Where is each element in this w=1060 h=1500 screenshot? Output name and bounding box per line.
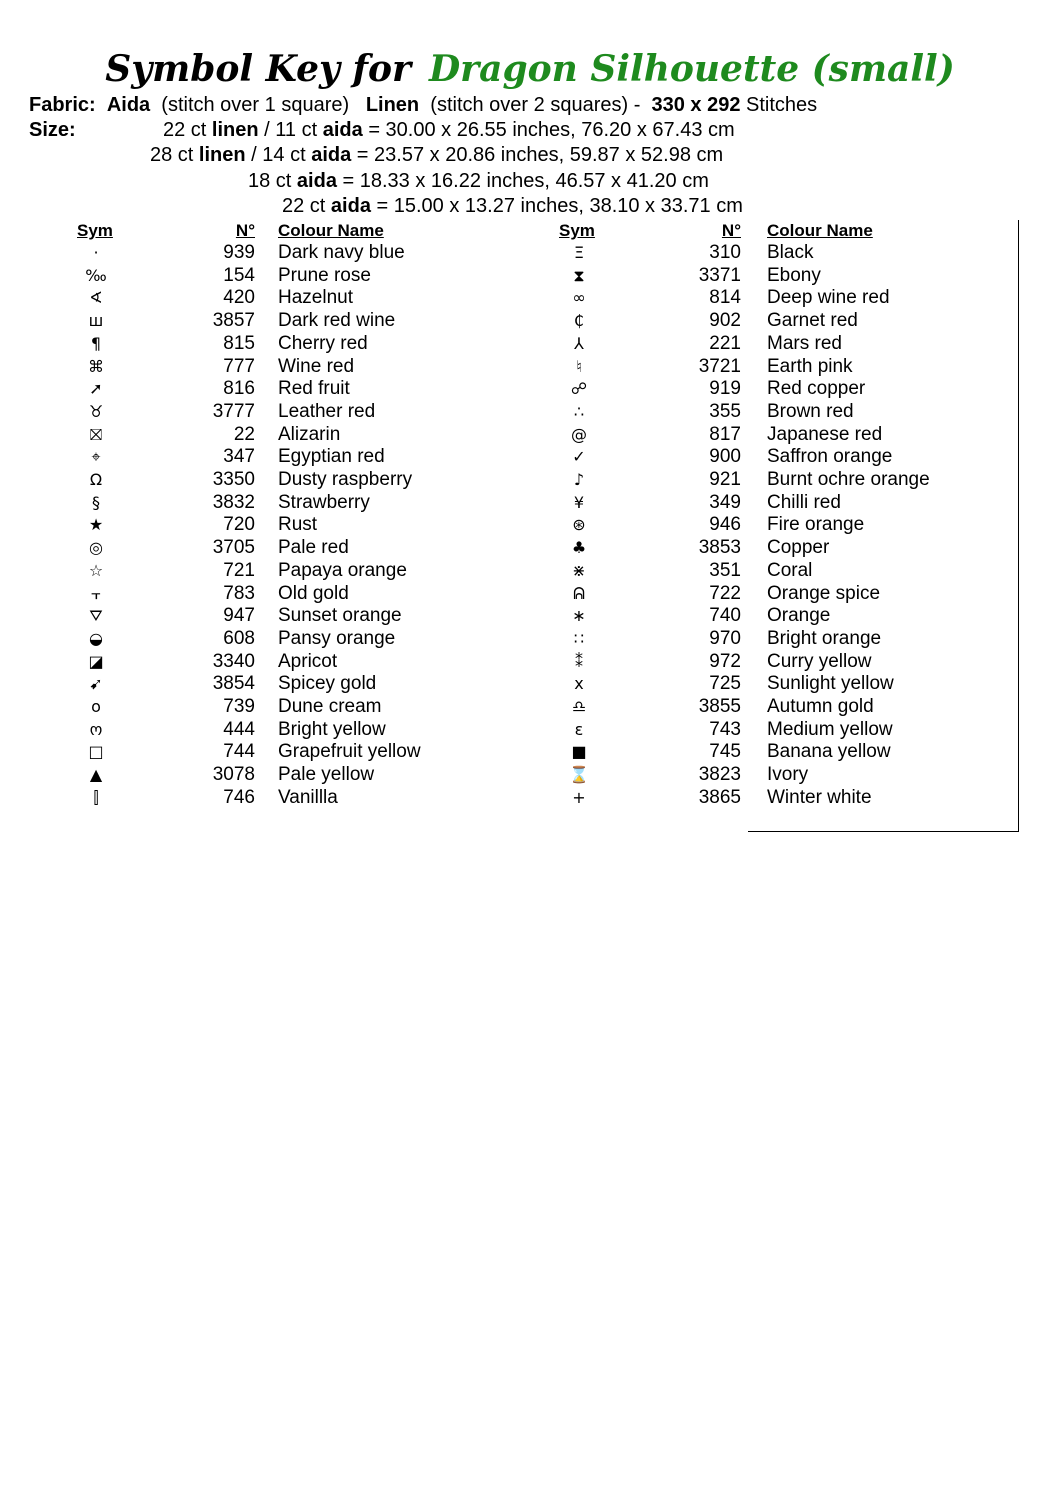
stitch-symbol-icon: ☍	[570, 379, 588, 399]
page-title	[0, 44, 1060, 94]
left-header-sym: Sym	[77, 221, 113, 240]
fabric-aida-note: (stitch over 1 square)	[161, 94, 350, 116]
stitch-symbol-icon: Ω	[89, 470, 103, 489]
colour-name: Pale red	[278, 537, 349, 559]
stitch-word: Stitches	[746, 94, 818, 116]
colour-name: Pale yellow	[278, 764, 375, 786]
stitch-symbol-icon: ◪	[88, 651, 104, 671]
floss-number: 3865	[698, 786, 741, 808]
stitch-symbol-icon: ◒	[89, 628, 103, 648]
stitch-symbol-icon: ⌛	[569, 765, 589, 785]
stitch-symbol-icon: ⅄	[574, 333, 584, 353]
floss-number: 814	[709, 287, 741, 309]
floss-number: 3350	[212, 469, 255, 490]
stitch-symbol-icon: ᕱ	[573, 583, 585, 603]
left-header-num: N°	[235, 221, 255, 240]
stitch-symbol-icon: x	[574, 674, 584, 694]
right-header-num: N°	[721, 221, 741, 240]
size-row-4-aida: aida	[330, 195, 371, 217]
size-row-3-count: 18 ct	[248, 170, 292, 192]
stitch-symbol-icon: ★	[88, 515, 104, 535]
colour-name: Earth pink	[767, 355, 853, 377]
floss-number: 745	[709, 741, 741, 763]
floss-number: 783	[223, 582, 255, 604]
right-header-name: Colour Name	[767, 221, 873, 240]
colour-name: Bright yellow	[278, 718, 386, 740]
stitch-symbol-icon: ■	[571, 742, 587, 762]
floss-number: 817	[709, 423, 741, 445]
colour-name: Mars red	[767, 332, 842, 354]
floss-number: 3340	[212, 650, 255, 672]
fabric-linen-note: (stitch over 2 squares) -	[430, 94, 641, 116]
right-header-sym: Sym	[559, 221, 595, 240]
stitch-symbol-icon: ⁑	[575, 651, 583, 671]
stitch-symbol-icon: ⌘	[88, 356, 104, 376]
stitch-symbol-icon: ¶	[90, 333, 102, 353]
stitch-symbol-icon: ∢	[89, 288, 103, 308]
colour-name: Wine red	[278, 355, 355, 377]
colour-name: Medium yellow	[767, 718, 893, 740]
stitch-symbol-icon: ɛ	[574, 719, 584, 739]
size-row-2-count: 28 ct	[150, 144, 194, 166]
stitch-symbol-icon: ⧗	[573, 265, 585, 285]
floss-number: 351	[709, 559, 741, 581]
stitch-symbol-icon: ⊛	[572, 515, 586, 535]
floss-number: 3371	[698, 264, 741, 286]
floss-number: 310	[709, 242, 741, 263]
colour-name: Curry yellow	[767, 650, 872, 672]
floss-number: 900	[709, 446, 741, 468]
colour-name: Hazelnut	[278, 287, 353, 309]
colour-name: Sunlight yellow	[767, 673, 894, 695]
right-border-line	[1018, 220, 1019, 832]
floss-number: 777	[223, 355, 255, 377]
colour-name: Brown red	[767, 400, 854, 422]
floss-number: 420	[223, 287, 255, 309]
stitch-symbol-icon: ♎	[571, 697, 587, 716]
colour-name: Japanese red	[767, 423, 883, 445]
colour-name: Apricot	[278, 650, 338, 672]
floss-number: 815	[223, 332, 255, 354]
colour-name: Banana yellow	[767, 741, 891, 763]
colour-name: Grapefruit yellow	[278, 741, 421, 763]
size-row-2-count2: / 14 ct	[251, 144, 306, 166]
bottom-border-line	[748, 831, 1019, 832]
floss-number: 972	[709, 650, 741, 672]
size-row-4-count: 22 ct	[282, 195, 326, 217]
stitch-symbol-icon: ·	[93, 243, 99, 262]
colour-name: Egyptian red	[278, 446, 385, 468]
colour-name: Dark red wine	[278, 310, 396, 332]
size-row-2-linen: linen	[198, 144, 246, 166]
stitch-symbol-icon: o	[91, 697, 101, 716]
colour-name: Garnet red	[767, 310, 858, 332]
stitch-symbol-icon: ‰	[85, 265, 107, 285]
colour-name: Dune cream	[278, 696, 382, 717]
colour-name: Prune rose	[278, 264, 371, 286]
colour-name: Pansy orange	[278, 627, 396, 649]
colour-name: Chilli red	[767, 491, 841, 513]
floss-number: 921	[709, 469, 741, 490]
colour-name: Deep wine red	[767, 287, 890, 309]
fabric-line	[29, 93, 817, 117]
floss-number: 349	[709, 491, 741, 513]
floss-number: 3777	[212, 400, 255, 422]
floss-number: 355	[709, 400, 741, 422]
fabric-label: Fabric:	[29, 94, 96, 116]
size-row-3-aida: aida	[296, 170, 337, 192]
colour-name: Dusty raspberry	[278, 469, 413, 490]
stitch-symbol-icon: ⫿	[93, 787, 99, 807]
floss-number: 722	[709, 582, 741, 604]
floss-number: 725	[709, 673, 741, 695]
colour-name: Red copper	[767, 378, 866, 400]
colour-name: Bright orange	[767, 627, 882, 649]
stitch-symbol-icon: ▲	[89, 765, 103, 785]
size-row-1-linen: linen	[211, 119, 259, 141]
colour-name: Vanillla	[278, 786, 338, 808]
floss-number: 3078	[212, 764, 255, 786]
stitch-symbol-icon: ∴	[573, 401, 585, 421]
colour-name: Burnt ochre orange	[767, 469, 930, 490]
stitch-symbol-icon: ➹	[89, 674, 103, 694]
floss-number: 746	[223, 786, 255, 808]
colour-name: Spicey gold	[278, 673, 377, 695]
floss-number: 816	[223, 378, 255, 400]
stitch-symbol-icon: @	[571, 424, 587, 444]
stitch-symbol-icon: ⫟	[91, 583, 101, 603]
left-header-name: Colour Name	[278, 221, 384, 240]
stitch-count: 330 x 292	[651, 94, 741, 116]
floss-number: 3721	[698, 355, 741, 377]
size-row-2-aida: aida	[311, 144, 352, 166]
floss-number: 720	[223, 514, 255, 536]
colour-name: Ebony	[767, 264, 821, 286]
floss-number: 154	[223, 264, 255, 286]
floss-number: 3854	[212, 673, 255, 695]
size-row-1-count: 22 ct	[163, 119, 207, 141]
stitch-symbol-icon: §	[92, 492, 100, 512]
colour-name: Black	[767, 242, 814, 263]
floss-number: 221	[709, 332, 741, 354]
stitch-symbol-icon: Ξ	[573, 243, 585, 262]
floss-number: 3823	[698, 764, 741, 786]
colour-name: Leather red	[278, 400, 376, 422]
floss-number: 3853	[698, 537, 741, 559]
floss-number: 721	[223, 559, 255, 581]
colour-name: Alizarin	[278, 423, 341, 445]
colour-name: Orange	[767, 605, 831, 627]
size-row-2	[150, 143, 723, 167]
stitch-symbol-icon: ♮	[576, 356, 582, 376]
colour-name: Coral	[767, 559, 813, 581]
floss-number: 3832	[212, 491, 255, 513]
size-row-4-dims: = 15.00 x 13.27 inches, 38.10 x 33.71 cm	[376, 195, 743, 217]
stitch-symbol-icon: +	[572, 787, 586, 807]
floss-number: 608	[223, 627, 255, 649]
colour-name: Old gold	[278, 582, 349, 604]
floss-number: 739	[223, 696, 255, 717]
floss-number: 919	[709, 378, 741, 400]
title-prefix: Symbol Key for	[105, 48, 411, 90]
colour-name: Ivory	[767, 764, 809, 786]
stitch-symbol-icon: ⛛	[89, 606, 103, 626]
colour-name: Orange spice	[767, 582, 881, 604]
colour-name: Winter white	[767, 786, 872, 808]
stitch-symbol-icon: ◎	[89, 538, 103, 558]
colour-name: Autumn gold	[767, 696, 874, 717]
size-row-3	[248, 169, 709, 193]
colour-name: Rust	[278, 514, 318, 536]
fabric-aida: Aida	[106, 94, 151, 116]
floss-number: 740	[709, 605, 741, 627]
floss-number: 743	[709, 718, 741, 740]
size-row-1-count2: / 11 ct	[264, 119, 318, 141]
colour-name: Strawberry	[278, 491, 370, 513]
stitch-symbol-icon: ♪	[573, 470, 585, 489]
floss-number: 3857	[212, 310, 255, 332]
colour-name: Dark navy blue	[278, 242, 405, 263]
size-row-2-dims: = 23.57 x 20.86 inches, 59.87 x 52.98 cm	[356, 144, 724, 166]
floss-number: 947	[223, 605, 255, 627]
stitch-symbol-icon: ☆	[88, 560, 104, 580]
size-row-1-aida: aida	[322, 119, 363, 141]
colour-name: Red fruit	[278, 378, 350, 400]
stitch-symbol-icon: ∞	[572, 288, 586, 308]
floss-number: 22	[233, 423, 255, 445]
fabric-linen: Linen	[365, 94, 420, 116]
size-label: Size:	[29, 119, 76, 141]
colour-name: Saffron orange	[767, 446, 893, 468]
stitch-symbol-icon: ⛝	[89, 424, 103, 444]
stitch-symbol-icon: ⌖	[91, 447, 101, 467]
floss-number: 3855	[698, 696, 741, 717]
stitch-symbol-icon: ш	[88, 311, 104, 331]
floss-number: 939	[223, 242, 255, 263]
stitch-symbol-icon: ⋇	[572, 560, 586, 580]
floss-number: 347	[223, 446, 255, 468]
stitch-symbol-icon: ¥	[573, 492, 585, 512]
stitch-symbol-icon: ✓	[572, 447, 586, 467]
stitch-symbol-icon: ♉	[88, 401, 104, 421]
floss-number: 744	[223, 741, 255, 763]
colour-name: Papaya orange	[278, 559, 407, 581]
size-row-4	[282, 194, 743, 218]
floss-number: 970	[709, 627, 741, 649]
floss-number: 946	[709, 514, 741, 536]
colour-name: Cherry red	[278, 332, 368, 354]
stitch-symbol-icon: ∷	[573, 628, 585, 648]
stitch-symbol-icon: ∗	[572, 606, 586, 626]
stitch-symbol-icon: □	[88, 742, 104, 762]
stitch-symbol-icon: ₵	[573, 311, 585, 331]
floss-number: 902	[709, 310, 741, 332]
size-row-3-dims: = 18.33 x 16.22 inches, 46.57 x 41.20 cm	[342, 170, 709, 192]
stitch-symbol-icon: ♣	[571, 538, 587, 558]
colour-name: Copper	[767, 537, 830, 559]
size-row-1-dims: = 30.00 x 26.55 inches, 76.20 x 67.43 cm	[368, 119, 735, 141]
stitch-symbol-icon: ო	[89, 719, 103, 739]
stitch-symbol-icon: ➚	[89, 379, 103, 399]
colour-name: Fire orange	[767, 514, 865, 536]
size-row-1	[163, 118, 735, 142]
pattern-name: Dragon Silhouette (small)	[428, 48, 955, 90]
floss-number: 3705	[212, 537, 255, 559]
floss-number: 444	[223, 718, 255, 740]
colour-name: Sunset orange	[278, 605, 402, 627]
